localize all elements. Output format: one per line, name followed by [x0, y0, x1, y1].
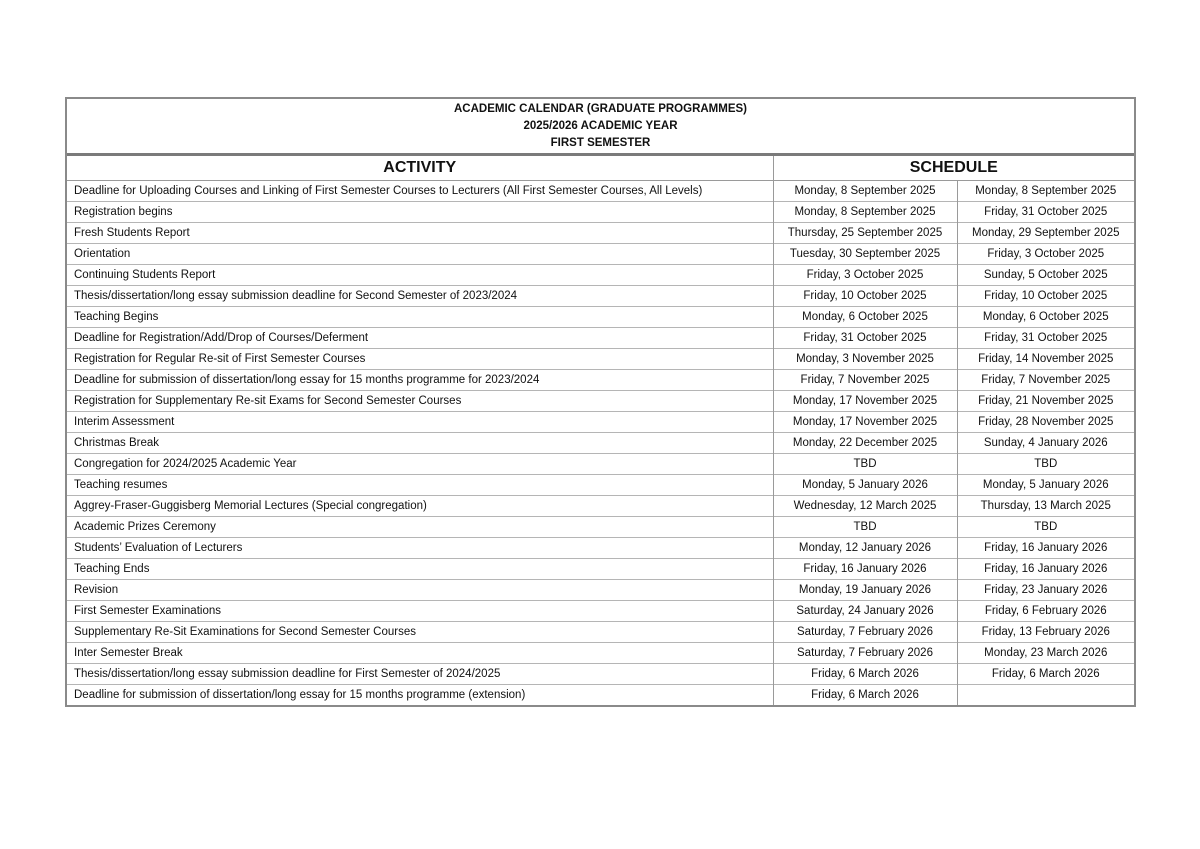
activity-cell: Teaching Ends [67, 559, 773, 580]
end-date-cell: Monday, 29 September 2025 [957, 223, 1134, 244]
end-date-cell: Friday, 10 October 2025 [957, 286, 1134, 307]
end-date-cell: Friday, 23 January 2026 [957, 580, 1134, 601]
activity-column-header: ACTIVITY [67, 156, 773, 181]
end-date-cell: Friday, 6 February 2026 [957, 601, 1134, 622]
activity-cell: Inter Semester Break [67, 643, 773, 664]
activity-cell: Registration for Regular Re-sit of First Semester Courses [67, 349, 773, 370]
table-row [67, 328, 1134, 349]
table-row [67, 223, 1134, 244]
start-date-cell: Monday, 8 September 2025 [773, 181, 957, 202]
activity-cell: Aggrey-Fraser-Guggisberg Memorial Lectures (Special congregation) [67, 496, 773, 517]
start-date-cell: Friday, 10 October 2025 [773, 286, 957, 307]
table-row [67, 622, 1134, 643]
table-row [67, 265, 1134, 286]
table-row [67, 244, 1134, 265]
end-date-cell: Friday, 7 November 2025 [957, 370, 1134, 391]
table-row [67, 538, 1134, 559]
activity-cell: Students’ Evaluation of Lecturers [67, 538, 773, 559]
start-date-cell: Friday, 3 October 2025 [773, 265, 957, 286]
start-date-cell: Saturday, 24 January 2026 [773, 601, 957, 622]
academic-year: 2025/2026 ACADEMIC YEAR [523, 120, 678, 132]
table-row [67, 391, 1134, 412]
end-date-cell: Friday, 6 March 2026 [957, 664, 1134, 685]
end-date-cell: Sunday, 4 January 2026 [957, 433, 1134, 454]
table-row [67, 349, 1134, 370]
start-date-cell: Friday, 16 January 2026 [773, 559, 957, 580]
end-date-cell: Thursday, 13 March 2025 [957, 496, 1134, 517]
table-row [67, 433, 1134, 454]
start-date-cell: Wednesday, 12 March 2025 [773, 496, 957, 517]
activity-cell: Fresh Students Report [67, 223, 773, 244]
table-row [67, 202, 1134, 223]
start-date-cell: Monday, 8 September 2025 [773, 202, 957, 223]
table-row [67, 517, 1134, 538]
activity-cell: Supplementary Re-Sit Examinations for Second Semester Courses [67, 622, 773, 643]
calendar-title: ACADEMIC CALENDAR (GRADUATE PROGRAMMES) [453, 103, 748, 115]
table-row [67, 307, 1134, 328]
end-date-cell [957, 685, 1134, 706]
activity-cell: Continuing Students Report [67, 265, 773, 286]
start-date-cell: Monday, 12 January 2026 [773, 538, 957, 559]
end-date-cell: Monday, 5 January 2026 [957, 475, 1134, 496]
start-date-cell: Monday, 17 November 2025 [773, 391, 957, 412]
activity-cell: Deadline for submission of dissertation/long essay for 15 months programme (extension) [67, 685, 773, 706]
start-date-cell: Monday, 22 December 2025 [773, 433, 957, 454]
activity-cell: Academic Prizes Ceremony [67, 517, 773, 538]
calendar-table-body [67, 181, 1134, 706]
calendar-table [67, 156, 1134, 705]
academic-calendar-document [65, 97, 1136, 707]
table-row [67, 496, 1134, 517]
activity-cell: Thesis/dissertation/long essay submission deadline for First Semester of 2024/2025 [67, 664, 773, 685]
activity-cell: Deadline for Registration/Add/Drop of Courses/Deferment [67, 328, 773, 349]
semester-label: FIRST SEMESTER [550, 137, 651, 149]
end-date-cell: Friday, 31 October 2025 [957, 202, 1134, 223]
end-date-cell: Monday, 6 October 2025 [957, 307, 1134, 328]
activity-cell: Deadline for Uploading Courses and Linking of First Semester Courses to Lecturers (All First Semester Courses, All Levels) [67, 181, 773, 202]
activity-cell: First Semester Examinations [67, 601, 773, 622]
table-row [67, 412, 1134, 433]
table-header-row [67, 156, 1134, 181]
start-date-cell: Saturday, 7 February 2026 [773, 622, 957, 643]
start-date-cell: Saturday, 7 February 2026 [773, 643, 957, 664]
table-row [67, 559, 1134, 580]
activity-cell: Teaching resumes [67, 475, 773, 496]
start-date-cell: Monday, 5 January 2026 [773, 475, 957, 496]
end-date-cell: Monday, 8 September 2025 [957, 181, 1134, 202]
activity-cell: Revision [67, 580, 773, 601]
start-date-cell: Monday, 17 November 2025 [773, 412, 957, 433]
end-date-cell: Friday, 16 January 2026 [957, 559, 1134, 580]
start-date-cell: Thursday, 25 September 2025 [773, 223, 957, 244]
activity-cell: Orientation [67, 244, 773, 265]
start-date-cell: TBD [773, 454, 957, 475]
activity-cell: Interim Assessment [67, 412, 773, 433]
end-date-cell: Friday, 3 October 2025 [957, 244, 1134, 265]
table-row [67, 580, 1134, 601]
start-date-cell: Friday, 7 November 2025 [773, 370, 957, 391]
start-date-cell: TBD [773, 517, 957, 538]
schedule-column-header: SCHEDULE [773, 156, 1134, 181]
start-date-cell: Monday, 6 October 2025 [773, 307, 957, 328]
end-date-cell: TBD [957, 517, 1134, 538]
table-row [67, 664, 1134, 685]
start-date-cell: Monday, 19 January 2026 [773, 580, 957, 601]
start-date-cell: Friday, 6 March 2026 [773, 664, 957, 685]
end-date-cell: Friday, 28 November 2025 [957, 412, 1134, 433]
end-date-cell: TBD [957, 454, 1134, 475]
start-date-cell: Tuesday, 30 September 2025 [773, 244, 957, 265]
end-date-cell: Friday, 13 February 2026 [957, 622, 1134, 643]
end-date-cell: Friday, 14 November 2025 [957, 349, 1134, 370]
table-row [67, 286, 1134, 307]
table-row [67, 454, 1134, 475]
end-date-cell: Friday, 16 January 2026 [957, 538, 1134, 559]
table-row [67, 643, 1134, 664]
end-date-cell: Friday, 21 November 2025 [957, 391, 1134, 412]
activity-cell: Registration for Supplementary Re-sit Exams for Second Semester Courses [67, 391, 773, 412]
start-date-cell: Friday, 31 October 2025 [773, 328, 957, 349]
activity-cell: Congregation for 2024/2025 Academic Year [67, 454, 773, 475]
activity-cell: Deadline for submission of dissertation/long essay for 15 months programme for 2023/2024 [67, 370, 773, 391]
end-date-cell: Friday, 31 October 2025 [957, 328, 1134, 349]
activity-cell: Teaching Begins [67, 307, 773, 328]
table-row [67, 370, 1134, 391]
table-row [67, 181, 1134, 202]
table-row [67, 475, 1134, 496]
activity-cell: Thesis/dissertation/long essay submission deadline for Second Semester of 2023/2024 [67, 286, 773, 307]
table-row [67, 601, 1134, 622]
start-date-cell: Friday, 6 March 2026 [773, 685, 957, 706]
start-date-cell: Monday, 3 November 2025 [773, 349, 957, 370]
activity-cell: Christmas Break [67, 433, 773, 454]
calendar-title-block [67, 99, 1134, 156]
activity-cell: Registration begins [67, 202, 773, 223]
end-date-cell: Monday, 23 March 2026 [957, 643, 1134, 664]
table-row [67, 685, 1134, 706]
end-date-cell: Sunday, 5 October 2025 [957, 265, 1134, 286]
